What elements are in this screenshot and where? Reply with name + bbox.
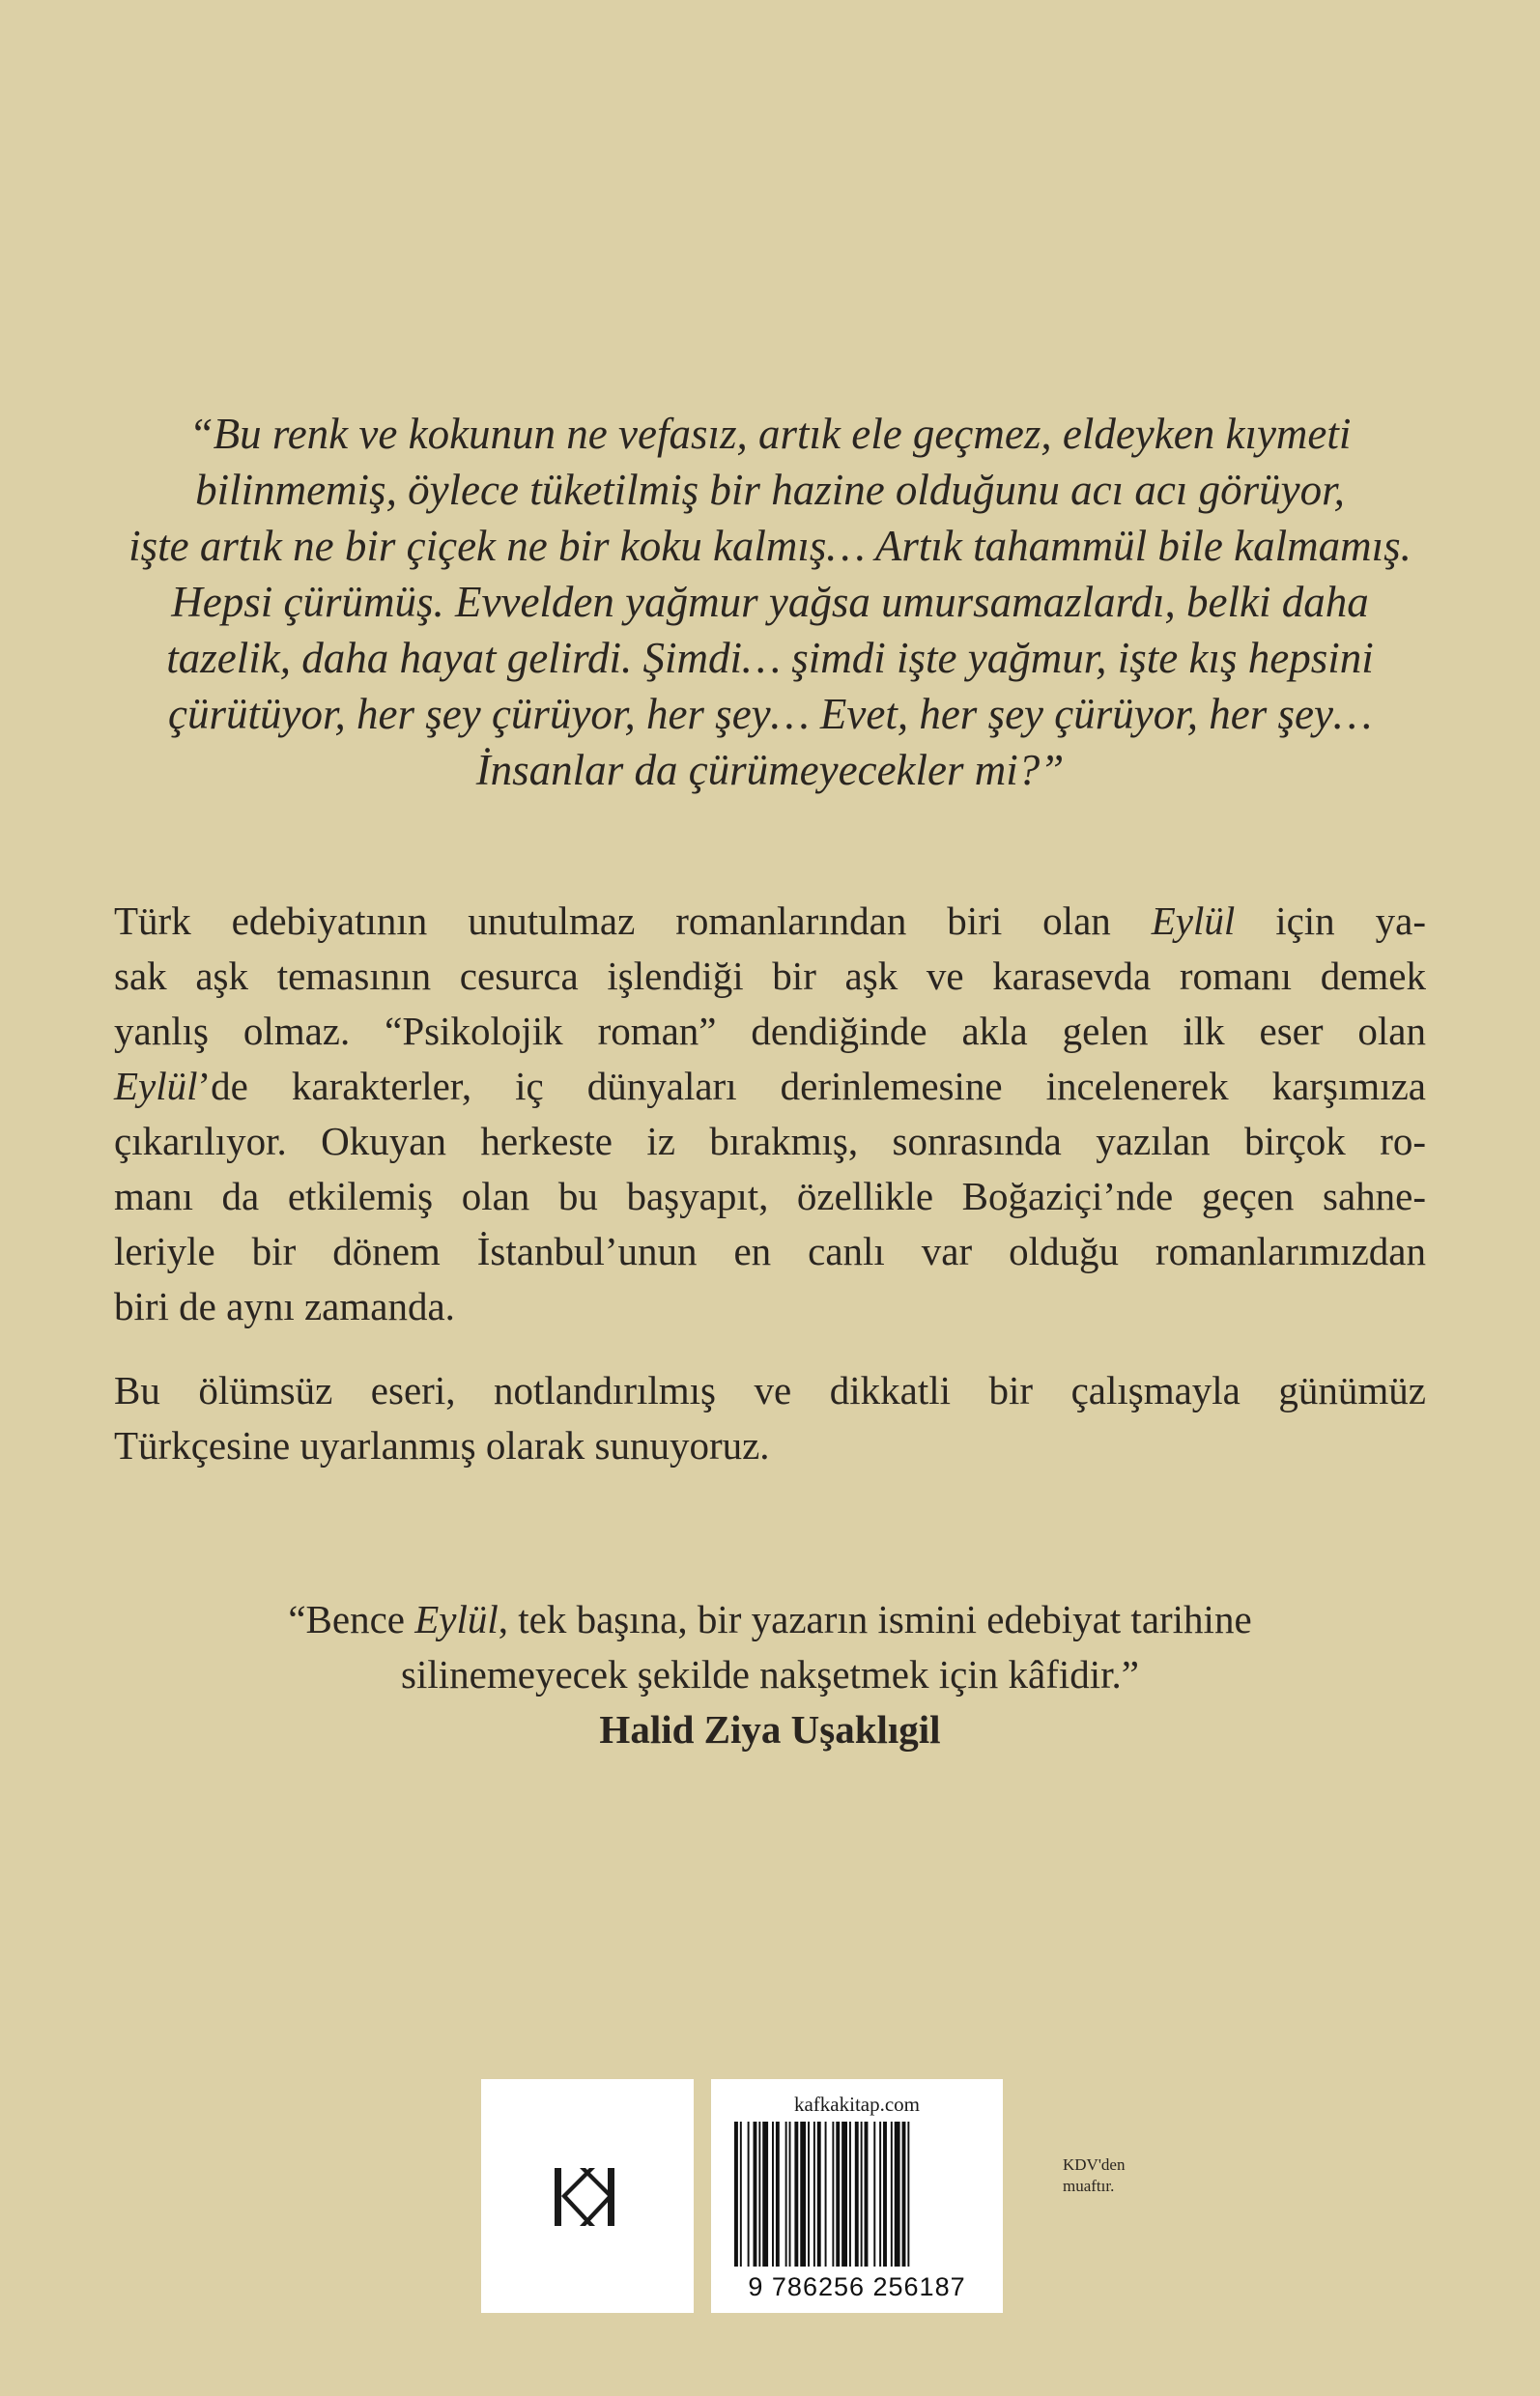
publisher-logo-box — [481, 2079, 694, 2313]
barcode-bar — [891, 2122, 893, 2267]
description-line: biri de aynı zamanda. — [114, 1284, 455, 1328]
book-title: Eylül — [1151, 898, 1236, 943]
barcode-bar — [800, 2122, 806, 2267]
barcode-bar — [861, 2122, 863, 2267]
barcode-bar — [879, 2122, 881, 2267]
barcode-bar — [907, 2122, 909, 2267]
quote-line: çürütüyor, her şey çürüyor, her şey… Evet, her şey çürüyor, her şey… — [168, 690, 1372, 738]
description-line: manı da etkilemiş olan bu başyapıt, özellikle Boğaziçi’nde geçen sahne- — [114, 1174, 1426, 1218]
barcode-bar — [836, 2122, 840, 2267]
quote-line: Hepsi çürümüş. Evvelden yağmur yağsa umursamazlardı, belki daha — [171, 578, 1369, 626]
description-line: leriyle bir dönem İstanbul’unun en canlı var olduğu romanlarımızdan — [114, 1229, 1426, 1273]
barcode-bar — [817, 2122, 821, 2267]
blurb-author: Halid Ziya Uşaklıgil — [599, 1707, 941, 1752]
quote-line: bilinmemiş, öylece tüketilmiş bir hazine olduğunu acı acı görüyor, — [195, 466, 1345, 514]
barcode-bar — [813, 2122, 815, 2267]
barcode-bar — [841, 2122, 847, 2267]
epigraph-quote — [106, 406, 1434, 798]
barcode-bar — [849, 2122, 851, 2267]
book-title: Eylül — [114, 1064, 198, 1108]
barcode-bar — [865, 2122, 869, 2267]
barcode-bar — [832, 2122, 834, 2267]
barcode-bar — [762, 2122, 768, 2267]
publisher-website: kafkakitap.com — [793, 2093, 921, 2116]
description-line: yanlış olmaz. “Psikolojik roman” dendiğinde akla gelen ilk eser olan — [114, 1009, 1426, 1053]
barcode-bar — [789, 2122, 791, 2267]
barcode-bar — [883, 2122, 887, 2267]
description-line: Eylül’de karakterler, iç dünyaları derinlemesine incelenerek karşımıza — [114, 1064, 1426, 1108]
kafka-kk-logo-icon — [481, 2079, 694, 2313]
barcode-bar — [776, 2122, 780, 2267]
blurb-line: silinemeyecek şekilde nakşetmek için kâfidir.” — [401, 1652, 1139, 1697]
quote-line: tazelik, daha hayat gelirdi. Şimdi… şimdi işte yağmur, işte kış hepsini — [166, 634, 1374, 682]
barcode-bar — [754, 2122, 757, 2267]
barcode-bar — [895, 2122, 900, 2267]
tax-exempt-note: KDV'den muaftır. — [1063, 2155, 1126, 2195]
quote-line: İnsanlar da çürümeyecekler mi?” — [475, 746, 1065, 794]
blurb-line: “Bence Eylül, tek başına, bir yazarın ismini edebiyat tarihine — [288, 1597, 1252, 1641]
description-paragraph-1 — [114, 894, 1426, 1334]
barcode-bar — [825, 2122, 827, 2267]
barcode-bar — [873, 2122, 875, 2267]
barcode-bar — [772, 2122, 774, 2267]
barcode-bar — [808, 2122, 810, 2267]
quote-line: “Bu renk ve kokunun ne vefasız, artık ele geçmez, eldeyken kıymeti — [188, 410, 1352, 458]
barcode-bar — [855, 2122, 859, 2267]
author-blurb — [106, 1592, 1434, 1757]
isbn-number: 9 786256 256187 — [748, 2272, 966, 2301]
book-title: Eylül — [414, 1597, 499, 1641]
barcode-bar — [794, 2122, 798, 2267]
barcode-bar — [902, 2122, 906, 2267]
barcode-bar — [758, 2122, 760, 2267]
barcode-bar — [734, 2122, 738, 2267]
barcode-bar — [785, 2122, 787, 2267]
description-line: sak aşk temasının cesurca işlendiği bir aşk ve karasevda romanı demek — [114, 954, 1426, 998]
description-line: çıkarılıyor. Okuyan herkeste iz bırakmış, sonrasında yazılan birçok ro- — [114, 1119, 1426, 1163]
description-paragraph-2 — [114, 1363, 1426, 1473]
barcode-box — [711, 2079, 1003, 2313]
barcode-bar — [748, 2122, 750, 2267]
barcode-bar — [740, 2122, 742, 2267]
description-line: Bu ölümsüz eseri, notlandırılmış ve dikkatli bir çalışmayla günümüz — [114, 1368, 1426, 1412]
isbn-barcode — [734, 2122, 980, 2267]
description-line: Türk edebiyatının unutulmaz romanlarından biri olan Eylül için ya- — [114, 898, 1426, 943]
description-line: Türkçesine uyarlanmış olarak sunuyoruz. — [114, 1423, 770, 1468]
book-description — [114, 894, 1426, 1473]
quote-line: işte artık ne bir çiçek ne bir koku kalmış… Artık tahammül bile kalmamış. — [128, 522, 1412, 570]
